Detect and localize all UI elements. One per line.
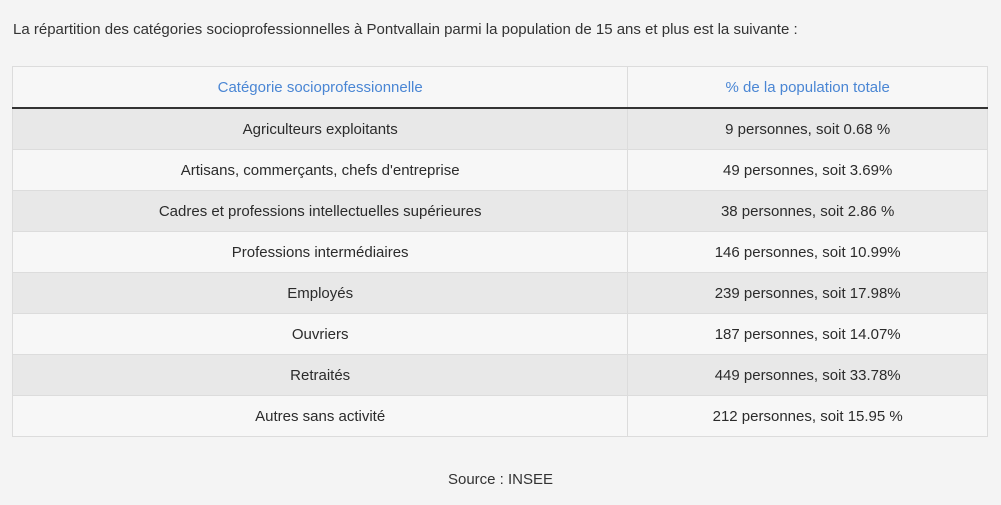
table-header [13, 67, 988, 109]
value-cell: 449 personnes, soit 33.78% [628, 355, 988, 396]
table-body [13, 108, 988, 437]
value-cell: 212 personnes, soit 15.95 % [628, 396, 988, 437]
table-row [13, 273, 988, 314]
value-cell: 49 personnes, soit 3.69% [628, 150, 988, 191]
category-cell: Cadres et professions intellectuelles supérieures [13, 191, 628, 232]
category-cell: Employés [13, 273, 628, 314]
value-cell: 9 personnes, soit 0.68 % [628, 108, 988, 150]
table-row [13, 191, 988, 232]
header-category: Catégorie socioprofessionnelle [13, 67, 628, 109]
header-percentage: % de la population totale [628, 67, 988, 109]
table-row [13, 150, 988, 191]
category-cell: Autres sans activité [13, 396, 628, 437]
category-cell: Ouvriers [13, 314, 628, 355]
category-cell: Retraités [13, 355, 628, 396]
category-cell: Agriculteurs exploitants [13, 108, 628, 150]
value-cell: 146 personnes, soit 10.99% [628, 232, 988, 273]
value-cell: 239 personnes, soit 17.98% [628, 273, 988, 314]
table-row [13, 108, 988, 150]
table-row [13, 314, 988, 355]
table-header-row [13, 67, 988, 109]
category-cell: Professions intermédiaires [13, 232, 628, 273]
table-row [13, 396, 988, 437]
value-cell: 38 personnes, soit 2.86 % [628, 191, 988, 232]
category-cell: Artisans, commerçants, chefs d'entreprise [13, 150, 628, 191]
table-row [13, 355, 988, 396]
intro-text: La répartition des catégories socioprofessionnelles à Pontvallain parmi la population de 15 ans et plus est la suivante : [13, 21, 798, 38]
csp-table-container [12, 66, 988, 437]
table-row [13, 232, 988, 273]
source-caption: Source : INSEE [447, 471, 554, 488]
csp-table [12, 66, 988, 437]
value-cell: 187 personnes, soit 14.07% [628, 314, 988, 355]
